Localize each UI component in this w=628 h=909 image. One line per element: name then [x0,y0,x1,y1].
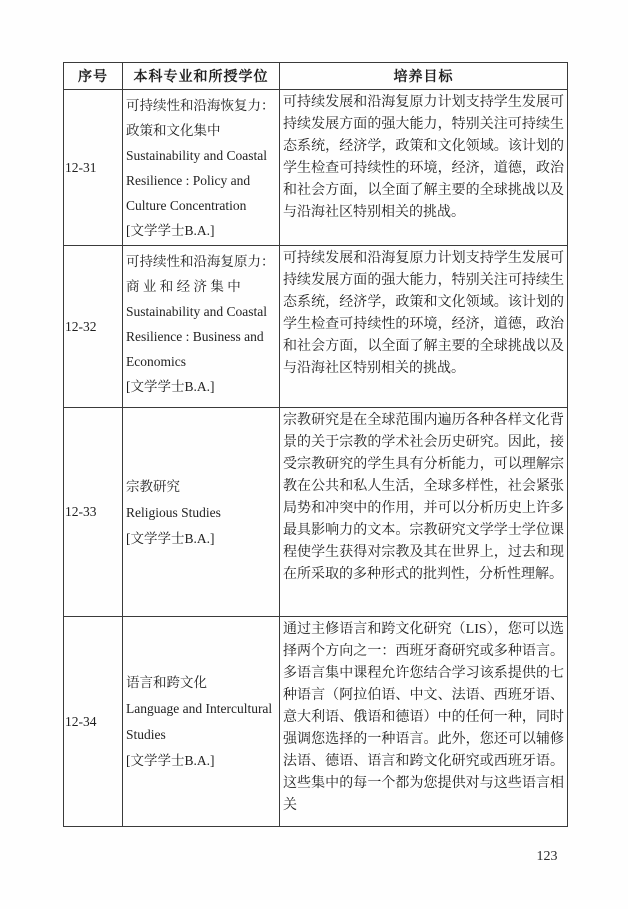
program-line: 商 业 和 经 济 集 中 [126,279,241,294]
program-line: 可持续性和沿海复原力： [126,254,275,269]
program-name-cell [123,90,280,246]
program-line: Culture Concentration [126,198,247,213]
header-serial-number: 序号 [64,63,123,90]
program-line: Economics [126,354,186,369]
objective-text: 可持续发展和沿海复原力计划支持学生发展可持续发展方面的强大能力，特别关注可持续生态系统，经济学，政策和文化领域。该计划的学生检查可持续性的环境，经济，道德，政治和社会方面，以全面了解主要的全球挑战以及与沿海社区特别相关的挑战。 [283,251,564,376]
program-line: Resilience : Policy and [126,173,251,188]
header-training-objective: 培养目标 [280,63,568,90]
row-id: 12-34 [64,617,123,827]
row-id: 12-33 [64,408,123,617]
program-line: 语言和跨文化 [126,675,207,690]
program-line: Religious Studies [126,504,221,520]
program-line: 政策和文化集中 [126,123,221,138]
program-line: Resilience : Business and [126,329,264,344]
programs-table [63,62,568,827]
program-name-cell [123,617,280,827]
program-line: 可持续性和沿海恢复力： [126,98,275,113]
program-line: [文学学士B.A.] [126,223,215,238]
program-line: Language and Intercultural [126,701,273,716]
program-line: Sustainability and Coastal [126,304,267,319]
objective-text: 可持续发展和沿海复原力计划支持学生发展可持续发展方面的强大能力，特别关注可持续生态系统，经济学，政策和文化领域。该计划的学生检查可持续性的环境，经济，道德，政治和社会方面，以全面了解主要的全球挑战以及与沿海社区特别相关的挑战。 [283,95,564,220]
program-name-cell [123,246,280,408]
table-row [64,246,568,408]
table-row [64,408,568,617]
header-major-degree: 本科专业和所授学位 [123,63,280,90]
objective-text: 通过主修语言和跨文化研究（LIS），您可以选择两个方向之一：西班牙裔研究或多种语言。多语言集中课程允许您结合学习该系提供的七种语言（阿拉伯语、中文、法语、西班牙语、意大利语、俄语和德语）中的任何一种，同时强调您选择的一种语言。此外，您还可以辅修法语、德语、语言和跨文化研究或西班牙语。这些集中的每一个都为您提供对与这些语言相关 [283,622,564,813]
objective-cell [280,246,568,408]
program-line: [文学学士B.A.] [126,379,215,394]
objective-cell [280,408,568,617]
table-header-row [64,63,568,90]
row-id: 12-32 [64,246,123,408]
program-name-cell [123,408,280,617]
objective-text: 宗教研究是在全球范围内遍历各种各样文化背景的关于宗教的学术社会历史研究。因此，接受宗教研究的学生具有分析能力，可以理解宗教在公共和私人生活，全球多样性，社会紧张局势和冲突中的作用，并可以分析历史上许多最具影响力的文本。宗教研究文学学士学位课程使学生获得对宗教及其在世界上，过去和现在所采取的多种形式的批判性，分析性理解。 [283,413,564,582]
program-line: [文学学士B.A.] [126,530,215,546]
objective-cell [280,90,568,246]
program-line: [文学学士B.A.] [126,753,215,768]
page-number: 123 [536,849,558,864]
program-line: 宗教研究 [126,478,180,494]
table-row [64,617,568,827]
row-id: 12-31 [64,90,123,246]
objective-cell [280,617,568,827]
program-line: Studies [126,727,166,742]
table-row [64,90,568,246]
program-line: Sustainability and Coastal [126,148,267,163]
